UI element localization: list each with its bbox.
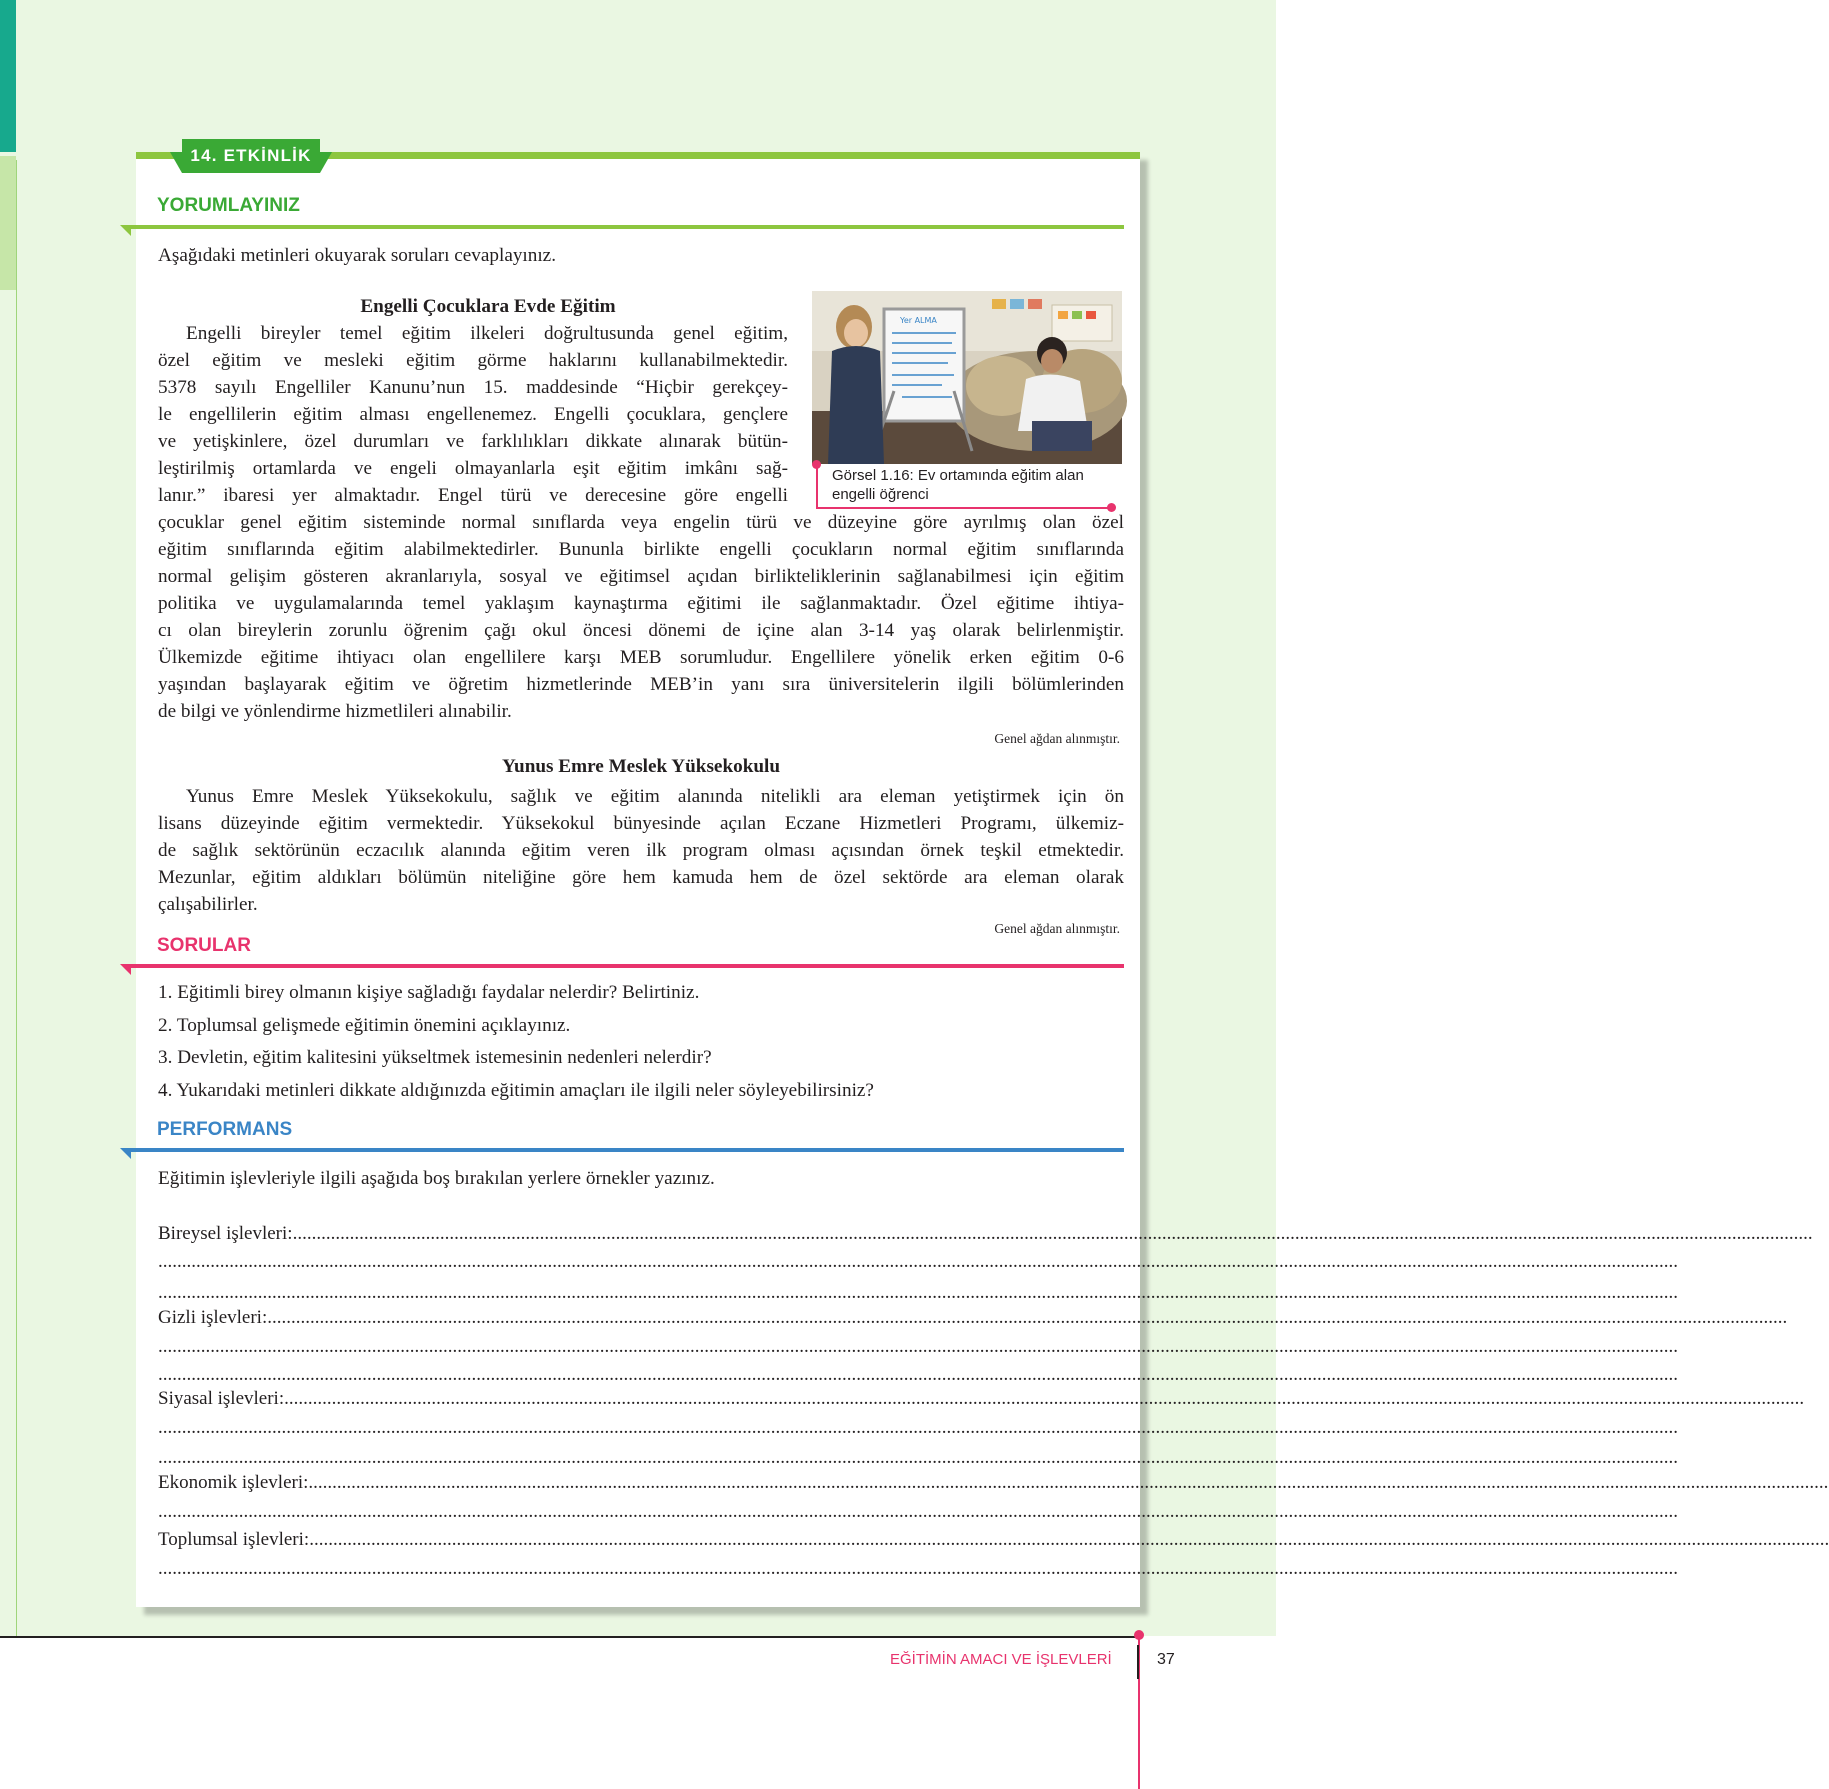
section-rule-tip [120,964,131,975]
article1-line: özel eğitim ve mesleki eğitim görme haklarını kullanabilmektedir. [158,350,788,371]
performans-instruction: Eğitimin işlevleriyle ilgili aşağıda boş bırakılan yerlere örnekler yazınız. [158,1168,715,1189]
article1-line: politika ve uygulamalarında temel yaklaşım kaynaştırma eğitimi ile sağlanmaktadır. Özel eğitime ihtiya- [158,593,1124,614]
article1-line: çocuklar genel eğitim sisteminde normal sınıflarda veya engelin türü ve düzeyine göre ayrılmış olan özel [158,512,1124,533]
label-ekonomik: Ekonomik işlevleri: [158,1472,309,1493]
article1-line: lanır.” ibaresi yer almaktadır. Engel türü ve derecesine göre engelli [158,485,788,506]
article2-line: çalışabilirler. [158,894,258,915]
left-margin-line [16,160,17,1636]
section-rule-yorumlayiniz [128,225,1124,229]
article1-line: le engellilerin eğitim alması engellenemez. Engelli çocuklara, gençlere [158,404,788,425]
photo-illustration [812,291,1122,464]
answer-line-gizli[interactable]: Gizli işlevleri:................................................................................................................................................................................................................................................................................................................................ [158,1307,1788,1328]
caption-end-dot [1107,503,1116,512]
section-title-yorumlayiniz: YORUMLAYINIZ [157,195,300,216]
article2-line: Yunus Emre Meslek Yüksekokulu, sağlık ve eğitim alanında nitelikli ara eleman yetiştirmek için ön [186,786,1124,807]
bottom-rule [0,1636,1140,1638]
answer-line[interactable]: ................................................................................................................................................................................................................................................................................................................................ [158,1558,1678,1579]
section-title-performans: PERFORMANS [157,1119,293,1140]
article1-title: Engelli Çocuklara Evde Eğitim [360,296,616,317]
article2-title: Yunus Emre Meslek Yüksekokulu [501,756,781,777]
left-edge-bar-light [0,156,16,290]
photo-board-title: Yer ALMA [900,316,937,325]
photo-home-education [812,291,1122,464]
tab-fold-right [320,152,332,173]
section-rule-performans [128,1148,1124,1152]
label-toplumsal: Toplumsal işlevleri: [158,1529,310,1550]
article1-line: Engelli bireyler temel eğitim ilkeleri doğrultusunda genel eğitim, [186,323,788,344]
article1-line: normal gelişim gösteren akranlarıyla, sosyal ve eğitimsel açıdan birlikteliklerinin sağlanabilmesi için eğitim [158,566,1124,587]
article1-line: eğitim sınıflarında eğitim alabilmektedirler. Bununla birlikte engelli çocukların normal eğitim sınıflarında [158,539,1124,560]
caption-rule-horizontal [816,507,1110,509]
answer-line[interactable]: ................................................................................................................................................................................................................................................................................................................................ [158,1417,1678,1438]
answer-line-siyasal[interactable]: Siyasal işlevleri:................................................................................................................................................................................................................................................................................................................................ [158,1388,1805,1409]
chapter-title: EĞİTİMİN AMACI VE İŞLEVLERİ [890,1651,1112,1668]
section-rule-tip [120,225,131,236]
question-3: 3. Devletin, eğitim kalitesini yükseltmek istemesinin nedenleri nelerdir? [158,1047,712,1068]
footer-separator [1137,1645,1139,1679]
caption-rule-vertical [816,464,818,508]
answer-line[interactable]: ................................................................................................................................................................................................................................................................................................................................ [158,1251,1678,1272]
article1-line: Ülkemizde eğitime ihtiyacı olan engellilere karşı MEB sorumludur. Engellilere yönelik erken eğitim 0-6 [158,647,1124,668]
answer-line-bireysel[interactable]: Bireysel işlevleri:................................................................................................................................................................................................................................................................................................................................ [158,1223,1813,1244]
answer-line[interactable]: ................................................................................................................................................................................................................................................................................................................................ [158,1447,1678,1468]
label-gizli: Gizli işlevleri: [158,1307,268,1328]
page-number: 37 [1157,1651,1175,1668]
article1-line: cı olan bireylerin zorunlu öğrenim çağı okul öncesi dönemi de içine alan 3-14 yaş olarak belirlenmiştir. [158,620,1124,641]
article1-line: yaşından başlayarak eğitim ve öğretim hizmetlerinde MEB’in yanı sıra üniversitelerin ilgili bölümlerinden [158,674,1124,695]
answer-line-toplumsal[interactable]: Toplumsal işlevleri:................................................................................................................................................................................................................................................................................................................................ [158,1529,1829,1550]
answer-line[interactable]: ................................................................................................................................................................................................................................................................................................................................ [158,1364,1678,1385]
section-title-sorular: SORULAR [157,935,251,956]
question-2: 2. Toplumsal gelişmede eğitimin önemini açıklayınız. [158,1015,571,1036]
label-bireysel: Bireysel işlevleri: [158,1223,293,1244]
article1-line: ve yetişkinlere, özel durumları ve farklılıkları dikkate alınarak bütün- [158,431,788,452]
article1-source: Genel ağdan alınmıştır. [994,731,1120,746]
answer-line[interactable]: ................................................................................................................................................................................................................................................................................................................................ [158,1501,1678,1522]
footer-dot [1134,1630,1144,1640]
article2-line: de sağlık sektörünün eczacılık alanında eğitim veren ilk program olması açısından örnek teşkil etmektedir. [158,840,1124,861]
label-siyasal: Siyasal işlevleri: [158,1388,285,1409]
answer-line-ekonomik[interactable]: Ekonomik işlevleri:................................................................................................................................................................................................................................................................................................................................ [158,1472,1829,1493]
photo-caption: Görsel 1.16: Ev ortamında eğitim alan engelli öğrenci [832,467,1084,503]
left-edge-bar [0,0,16,152]
tab-fold-left [170,152,182,173]
activity-tab: 14. ETKİNLİK [182,139,320,173]
question-4: 4. Yukarıdaki metinleri dikkate aldığınızda eğitimin amaçları ile ilgili neler söyleyebilirsiniz? [158,1080,874,1101]
article1-line: de bilgi ve yönlendirme hizmetlileri alınabilir. [158,701,512,722]
article2-source: Genel ağdan alınmıştır. [994,921,1120,936]
answer-line[interactable]: ................................................................................................................................................................................................................................................................................................................................ [158,1282,1678,1303]
article2-line: Mezunlar, eğitim aldıkları bölümün niteliğine göre hem kamuda hem de özel sektörde ara eleman olarak [158,867,1124,888]
section-rule-tip [120,1148,131,1159]
article1-line: 5378 sayılı Engelliler Kanunu’nun 15. maddesinde “Hiçbir gerekçey- [158,377,788,398]
intro-text: Aşağıdaki metinleri okuyarak soruları cevaplayınız. [158,245,557,266]
article1-line: leştirilmiş ortamlarda ve engeli olmayanlarla eşit eğitim imkânı sağ- [158,458,788,479]
article2-line: lisans düzeyinde eğitim vermektedir. Yüksekokul bünyesinde açılan Eczane Hizmetleri Programı, ülkemiz- [158,813,1124,834]
answer-line[interactable]: ................................................................................................................................................................................................................................................................................................................................ [158,1336,1678,1357]
section-rule-sorular [128,964,1124,968]
question-1: 1. Eğitimli birey olmanın kişiye sağladığı faydalar nelerdir? Belirtiniz. [158,982,700,1003]
